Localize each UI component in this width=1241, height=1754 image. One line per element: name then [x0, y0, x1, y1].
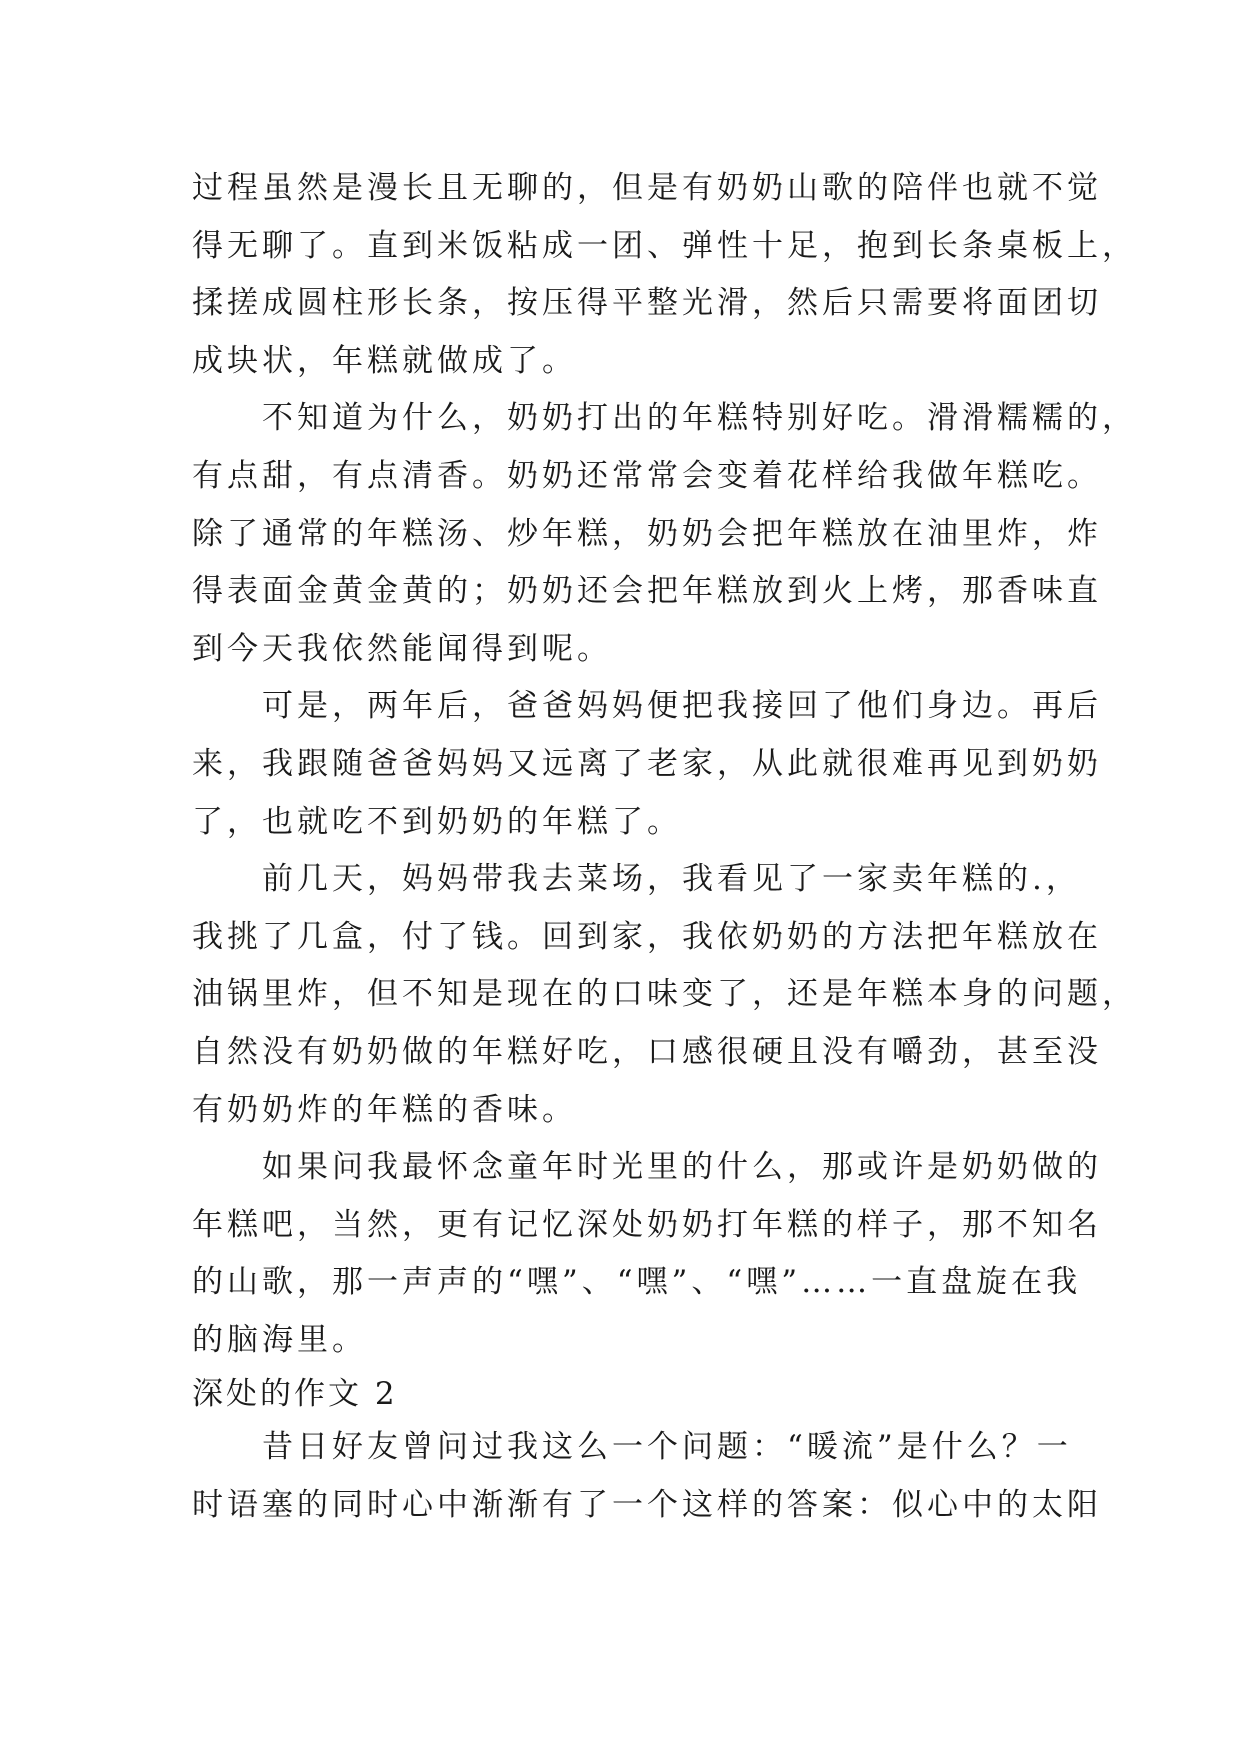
text-line: 我挑了几盒，付了钱。回到家，我依奶奶的方法把年糕放在 [192, 918, 1102, 955]
text-line: 不知道为什么，奶奶打出的年糕特别好吃。滑滑糯糯的， [262, 400, 1137, 437]
text-line: 前几天，妈妈带我去菜场，我看见了一家卖年糕的.， [262, 861, 1081, 898]
paragraph-5 [192, 1139, 1102, 1369]
text-line: 得无聊了。直到米饭粘成一团、弹性十足，抱到长条桌板上， [192, 227, 1137, 264]
paragraph-1 [192, 160, 1137, 390]
text-line: 昔日好友曾问过我这么一个问题：“暖流”是什么？一 [262, 1429, 1072, 1466]
text-line: 得表面金黄金黄的；奶奶还会把年糕放到火上烤，那香味直 [192, 573, 1102, 610]
text-line: 有奶奶炸的年糕的香味。 [192, 1091, 577, 1128]
text-line: 成块状，年糕就做成了。 [192, 342, 577, 379]
text-line: 时语塞的同时心中渐渐有了一个这样的答案：似心中的太阳 [192, 1487, 1102, 1524]
text-line: 可是，两年后，爸爸妈妈便把我接回了他们身边。再后 [262, 688, 1102, 725]
section-title: 深处的作文 2 [192, 1376, 398, 1413]
paragraph-4 [192, 851, 1137, 1139]
text-line: 来，我跟随爸爸妈妈又远离了老家，从此就很难再见到奶奶 [192, 745, 1102, 782]
document-body [192, 160, 1137, 1535]
text-line: 年糕吧，当然，更有记忆深处奶奶打年糕的样子，那不知名 [192, 1206, 1102, 1243]
text-line: 过程虽然是漫长且无聊的，但是有奶奶山歌的陪伴也就不觉 [192, 170, 1102, 206]
text-line: 除了通常的年糕汤、炒年糕，奶奶会把年糕放在油里炸，炸 [192, 515, 1102, 552]
text-line: 油锅里炸，但不知是现在的口味变了，还是年糕本身的问题， [192, 976, 1137, 1013]
paragraph-2 [192, 390, 1137, 678]
text-line: 的山歌，那一声声的“嘿”、“嘿”、“嘿”……一直盘旋在我 [192, 1264, 1082, 1301]
text-line: 到今天我依然能闻得到呢。 [192, 630, 612, 667]
text-line: 自然没有奶奶做的年糕好吃，口感很硬且没有嚼劲，甚至没 [192, 1033, 1102, 1070]
text-line: 了，也就吃不到奶奶的年糕了。 [192, 803, 682, 840]
section-paragraph [192, 1419, 1102, 1534]
paragraph-3 [192, 678, 1102, 851]
text-line: 的脑海里。 [192, 1321, 367, 1358]
text-line: 如果问我最怀念童年时光里的什么，那或许是奶奶做的 [262, 1149, 1102, 1186]
text-line: 有点甜，有点清香。奶奶还常常会变着花样给我做年糕吃。 [192, 457, 1102, 494]
text-line: 揉搓成圆柱形长条，按压得平整光滑，然后只需要将面团切 [192, 285, 1102, 322]
